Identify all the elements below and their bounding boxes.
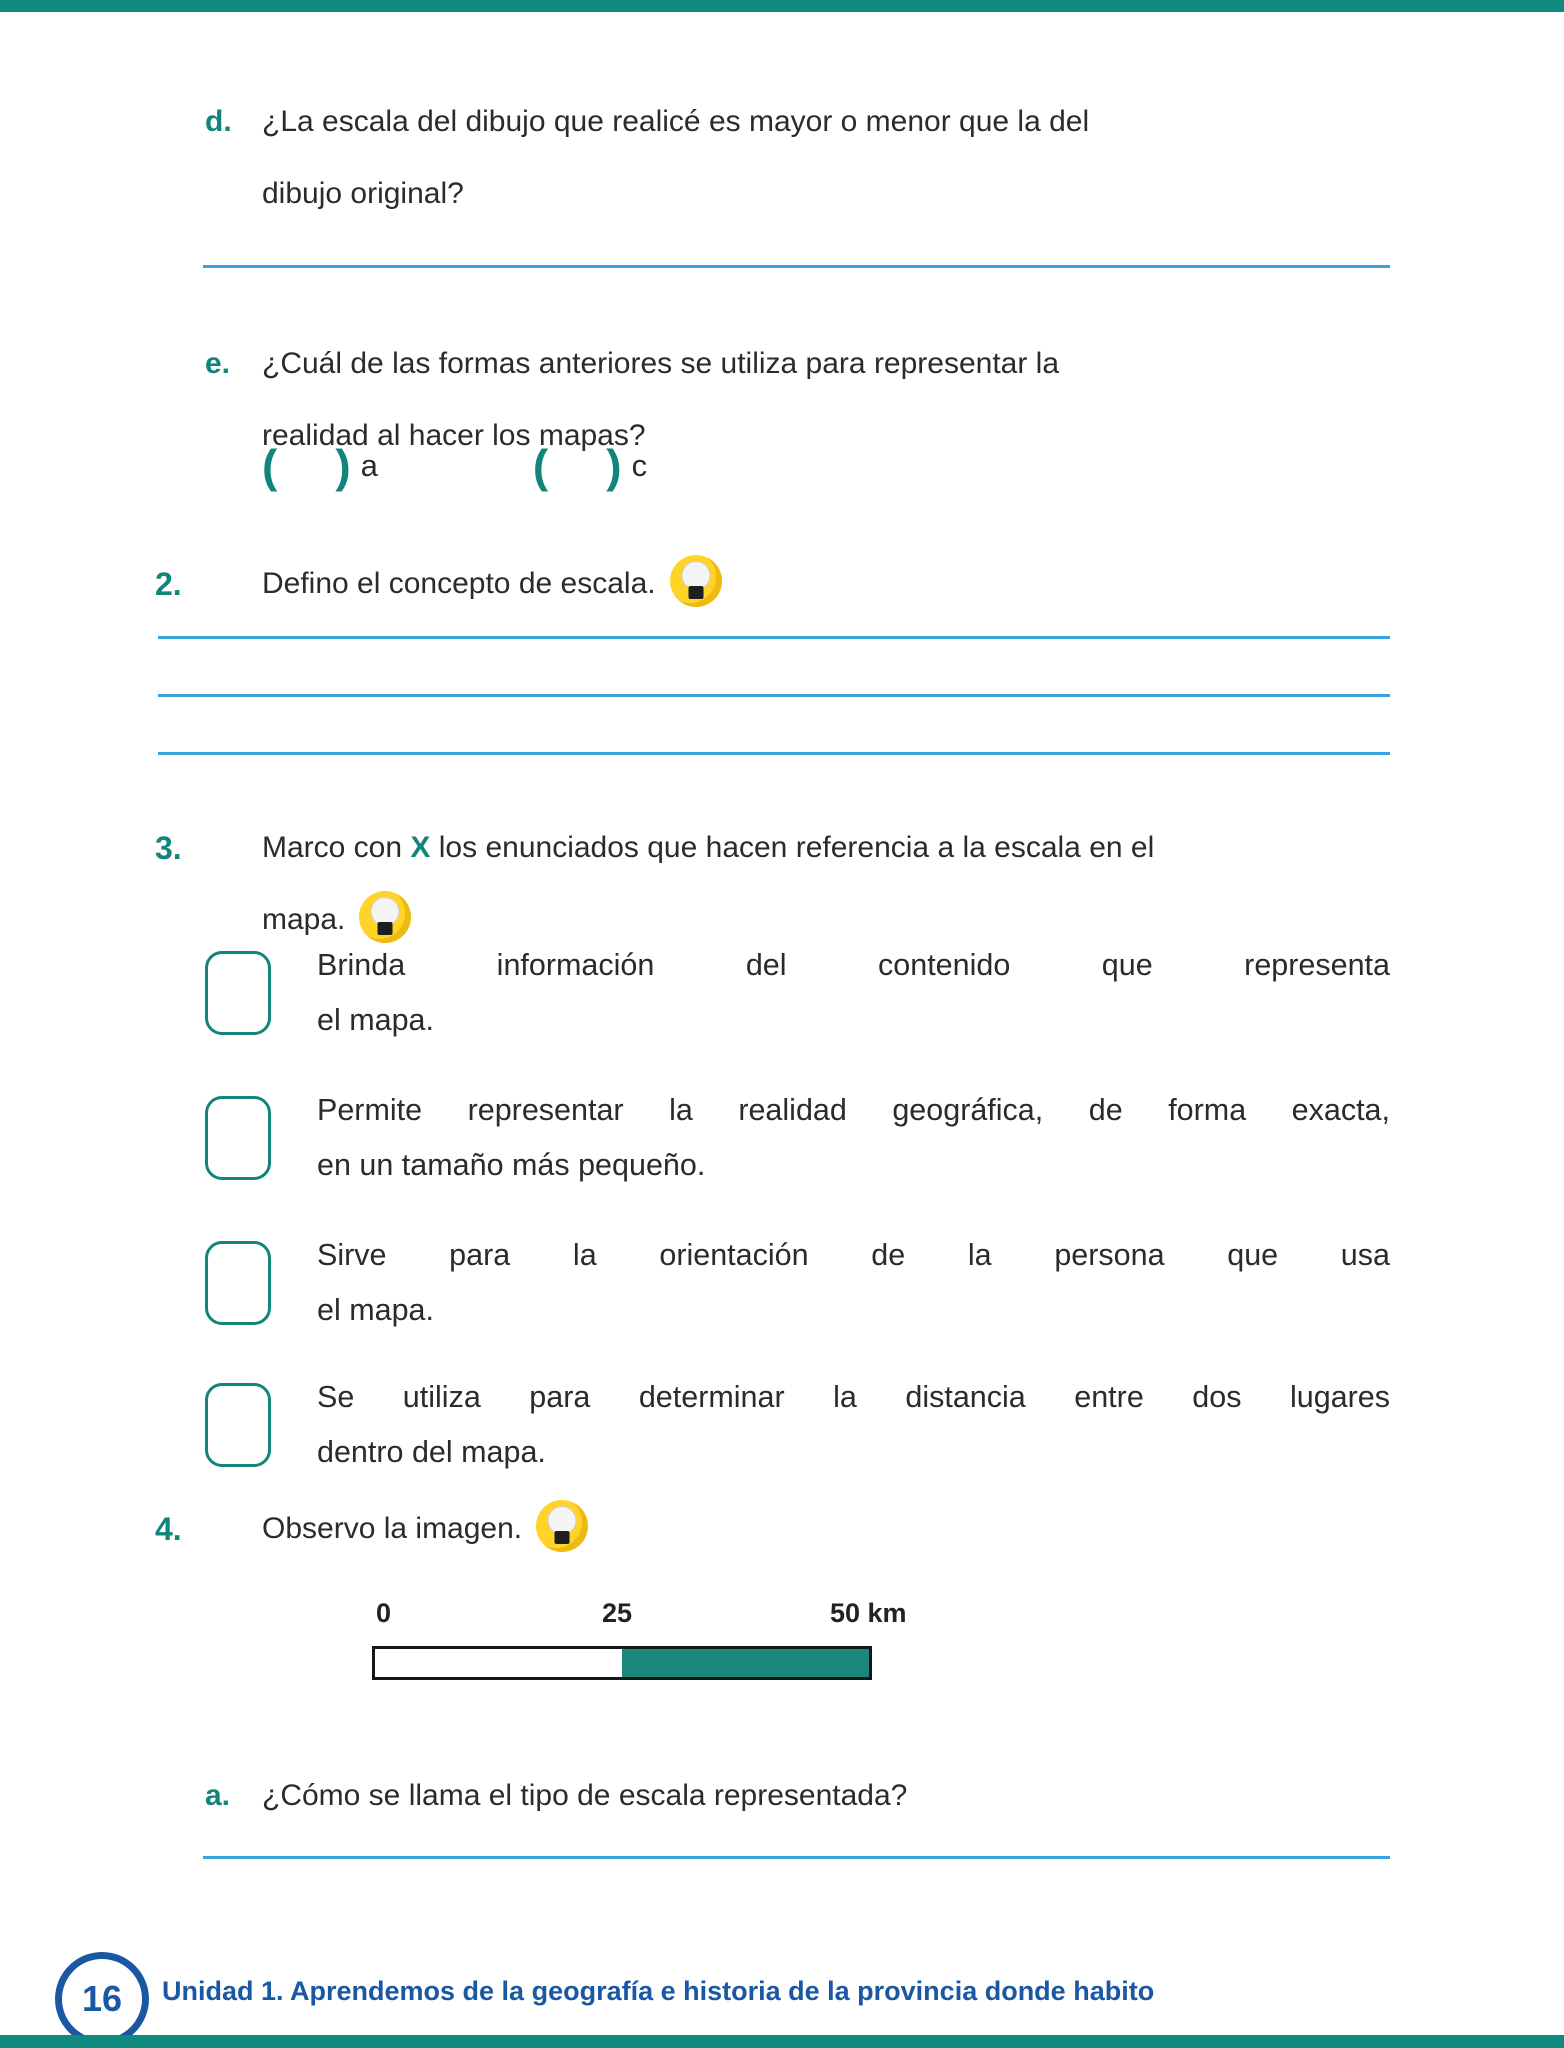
scale-bar <box>372 1646 872 1680</box>
open-paren: ( <box>262 440 278 492</box>
scale-bar-white-segment <box>375 1649 622 1677</box>
scale-bar-teal-segment <box>622 1649 869 1677</box>
page-number: 16 <box>81 1978 123 2019</box>
question-3-number: 3. <box>155 830 182 866</box>
question-3-line2: mapa. <box>262 903 346 936</box>
statement-4-line2: dentro del mapa. <box>317 1435 546 1469</box>
question-4a-line: ¿Cómo se llama el tipo de escala representada? <box>262 1779 908 1812</box>
question-e-line1: ¿Cuál de las formas anteriores se utiliza para representar la <box>262 347 1060 380</box>
statement-1-line1: Brinda información del contenido que representa <box>317 948 1390 982</box>
question-e-line2: realidad al hacer los mapas? <box>262 419 646 452</box>
option-c-letter: c <box>631 448 648 483</box>
question-2-number: 2. <box>155 566 182 602</box>
footer-unit-title: Unidad 1. Aprendemos de la geografía e historia de la provincia donde habito <box>162 1976 1155 2006</box>
question-d <box>205 86 1390 230</box>
question-3-x: X <box>410 831 431 864</box>
option-a[interactable] <box>262 440 378 492</box>
question-4-number: 4. <box>155 1511 182 1547</box>
page-number-badge <box>55 1952 149 2046</box>
checkbox[interactable] <box>205 1383 271 1467</box>
scale-bar-labels <box>372 1598 932 1638</box>
statement-4-line1: Se utiliza para determinar la distancia entre dos lugares <box>317 1380 1390 1414</box>
answer-line-d[interactable] <box>203 265 1390 268</box>
lightbulb-icon <box>536 1500 588 1552</box>
answer-line-2a[interactable] <box>158 636 1390 639</box>
statement-3-text <box>317 1228 1390 1338</box>
statement-1-text <box>317 938 1390 1048</box>
answer-line-2b[interactable] <box>158 694 1390 697</box>
scale-tick-25: 25 <box>602 1598 633 1628</box>
question-3 <box>155 812 1390 956</box>
question-d-text <box>262 86 1390 230</box>
statement-3-line1: Sirve para la orientación de la persona que usa <box>317 1238 1390 1272</box>
statement-2 <box>205 1083 1390 1193</box>
question-4a-label: a. <box>205 1779 231 1812</box>
option-c[interactable] <box>532 440 648 492</box>
option-group <box>262 440 648 492</box>
scale-bar-figure <box>372 1598 932 1680</box>
question-2-line: Defino el concepto de escala. <box>262 567 656 600</box>
lightbulb-icon <box>670 555 722 607</box>
question-3-text <box>262 812 1390 956</box>
open-paren: ( <box>532 440 549 492</box>
question-4a <box>205 1760 1390 1832</box>
top-accent-bar <box>0 0 1564 12</box>
statement-3 <box>205 1228 1390 1338</box>
option-a-letter: a <box>360 448 378 483</box>
checkbox[interactable] <box>205 1241 271 1325</box>
answer-line-2c[interactable] <box>158 752 1390 755</box>
question-2 <box>155 548 1390 620</box>
statement-2-line1: Permite representar la realidad geográfica, de forma exacta, <box>317 1093 1390 1127</box>
lightbulb-icon <box>359 891 411 943</box>
bottom-accent-bar <box>0 2035 1564 2048</box>
statement-1-line2: el mapa. <box>317 1003 434 1037</box>
question-e-label: e. <box>205 347 231 380</box>
question-d-line1: ¿La escala del dibujo que realicé es mayor o menor que la del <box>262 105 1090 138</box>
statement-2-text <box>317 1083 1390 1193</box>
scale-tick-0: 0 <box>376 1598 392 1628</box>
close-paren: ) <box>606 440 622 492</box>
scale-tick-50: 50 km <box>830 1598 907 1628</box>
question-4a-text <box>262 1760 1390 1832</box>
statement-1 <box>205 938 1390 1048</box>
question-d-line2: dibujo original? <box>262 177 464 210</box>
statement-2-line2: en un tamaño más pequeño. <box>317 1148 706 1182</box>
answer-line-4a[interactable] <box>203 1856 1390 1859</box>
question-4-text <box>262 1493 1390 1565</box>
question-2-text <box>262 548 1390 620</box>
question-4 <box>155 1493 1390 1565</box>
question-3-pre: Marco con <box>262 831 403 864</box>
question-4-line: Observo la imagen. <box>262 1512 523 1545</box>
checkbox[interactable] <box>205 1096 271 1180</box>
question-3-post: los enunciados que hacen referencia a la escala en el <box>438 831 1155 864</box>
question-d-label: d. <box>205 105 232 138</box>
statement-4 <box>205 1370 1390 1480</box>
statement-4-text <box>317 1370 1390 1480</box>
statement-3-line2: el mapa. <box>317 1293 434 1327</box>
close-paren: ) <box>335 440 351 492</box>
checkbox[interactable] <box>205 951 271 1035</box>
